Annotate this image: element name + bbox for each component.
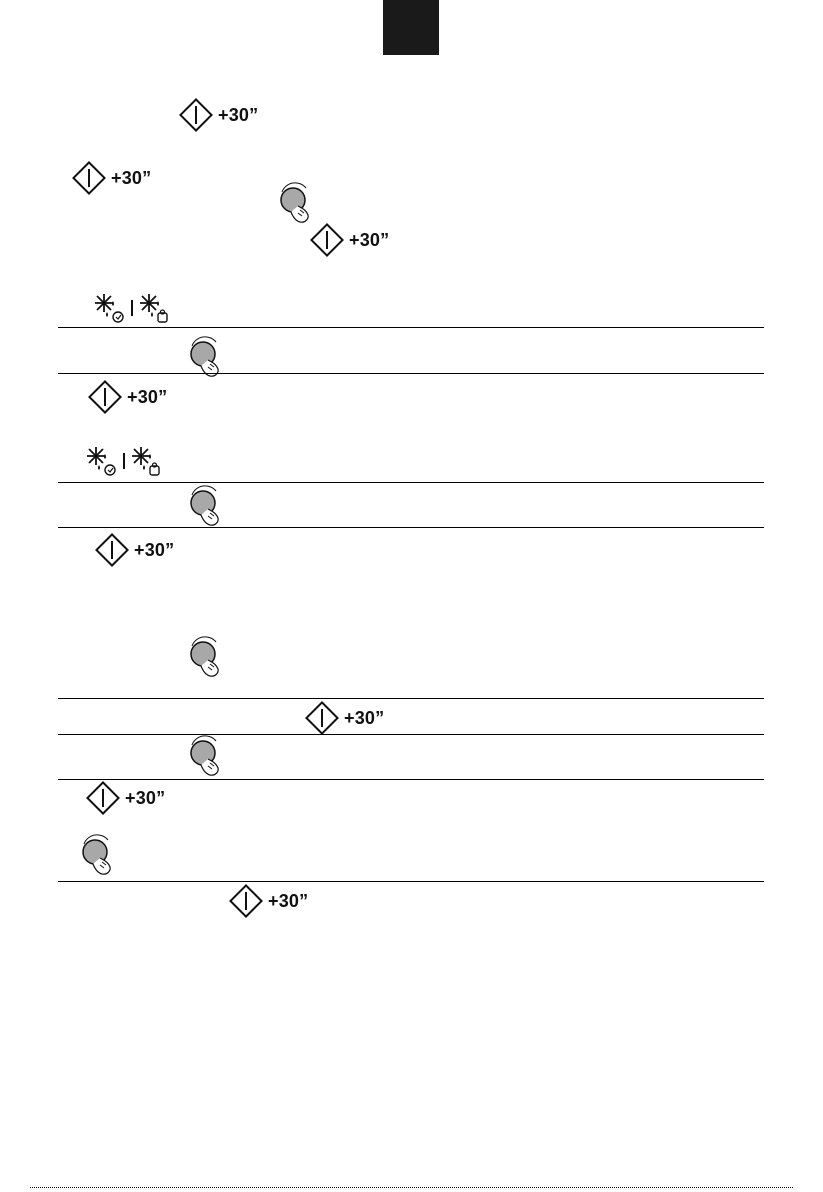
rotary-dial-icon: [186, 483, 226, 528]
language-tab: [383, 0, 439, 55]
start-key-label: +30”: [111, 167, 152, 188]
start-key-icon: [72, 160, 151, 196]
footer-rule: [30, 1187, 793, 1188]
divider: [58, 527, 764, 528]
divider: [58, 373, 764, 374]
start-key-icon: [179, 97, 258, 133]
divider: [58, 698, 764, 699]
rotary-dial-icon: [186, 733, 226, 778]
start-key-label: +30”: [344, 707, 385, 728]
rotary-dial-icon: [78, 832, 118, 877]
start-key-icon: [88, 379, 167, 415]
divider: [58, 482, 764, 483]
divider: [58, 881, 764, 882]
rotary-dial-icon: [276, 180, 316, 225]
start-key-label: +30”: [218, 104, 259, 125]
defrost-by-weight-icon: [138, 292, 170, 324]
defrost-icons: [93, 290, 170, 326]
start-key-icon: [95, 532, 174, 568]
start-key-icon: [229, 883, 308, 919]
start-key-label: +30”: [134, 539, 175, 560]
divider: [58, 327, 764, 328]
defrost-icons: [85, 443, 162, 479]
rotary-dial-icon: [186, 634, 226, 679]
start-key-icon: [310, 222, 389, 258]
start-key-label: +30”: [125, 787, 166, 808]
start-key-label: +30”: [127, 386, 168, 407]
defrost-by-weight-icon: [130, 445, 162, 477]
defrost-by-time-icon: [93, 292, 125, 324]
defrost-by-time-icon: [85, 445, 117, 477]
divider: [58, 734, 764, 735]
start-key-icon: [86, 780, 165, 816]
start-key-icon: [305, 700, 384, 736]
start-key-label: +30”: [268, 890, 309, 911]
start-key-label: +30”: [349, 229, 390, 250]
